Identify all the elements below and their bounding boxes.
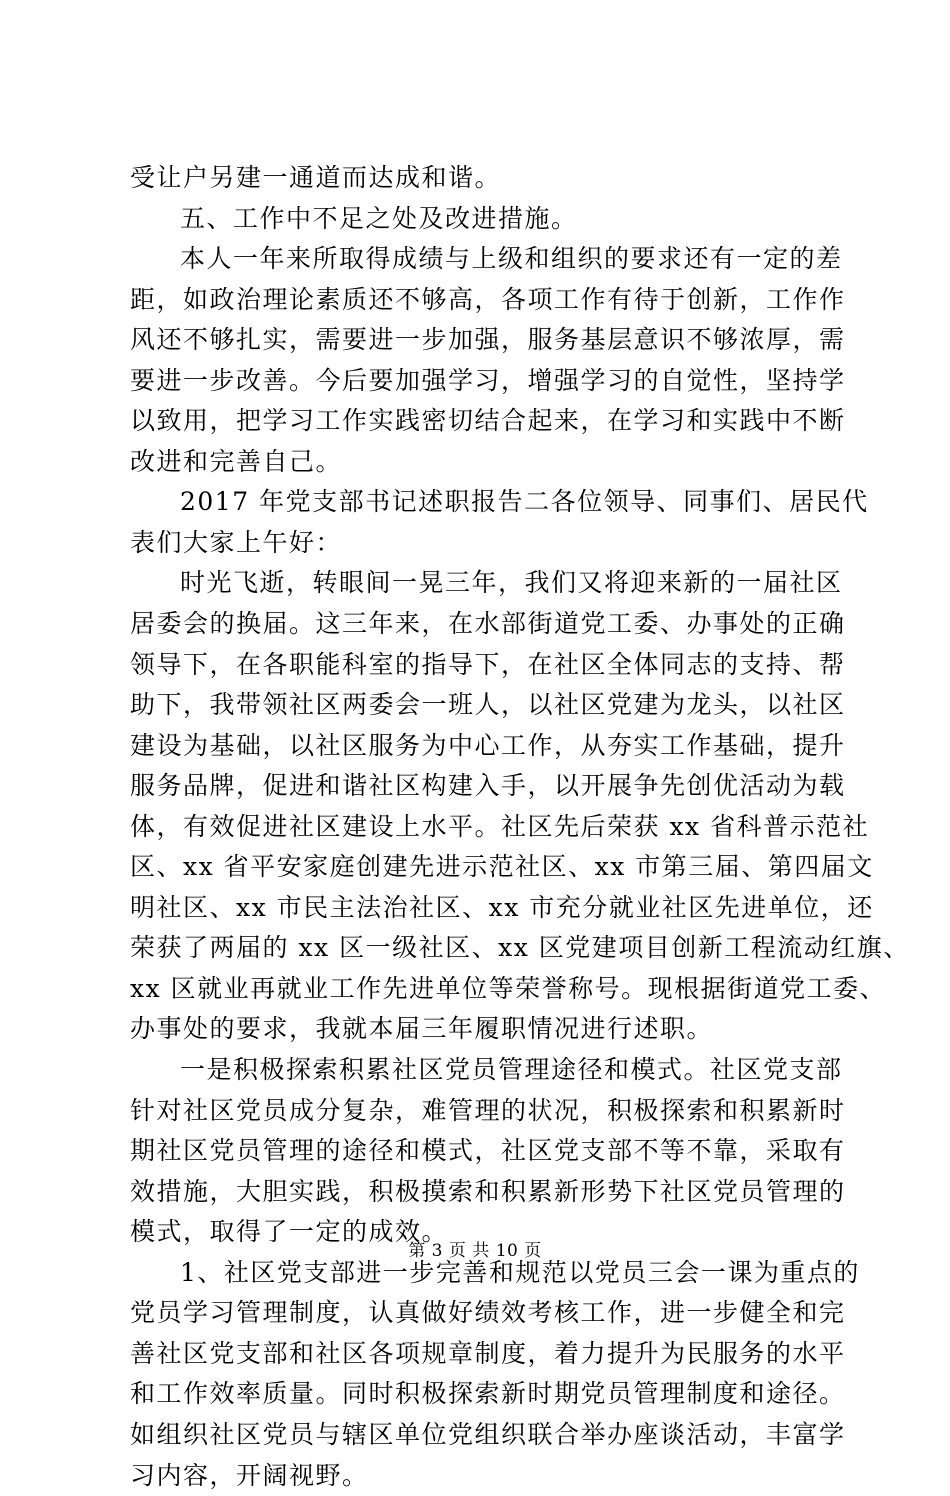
text-line: 明社区、xx 市民主法治社区、xx 市充分就业社区先进单位，还 xyxy=(130,888,830,929)
text-line: 党员学习管理制度，认真做好绩效考核工作，进一步健全和完 xyxy=(130,1293,830,1334)
text-line: 如组织社区党员与辖区单位党组织联合举办座谈活动，丰富学 xyxy=(130,1415,830,1456)
text-line: 以致用，把学习工作实践密切结合起来，在学习和实践中不断 xyxy=(130,401,830,442)
text-line: 善社区党支部和社区各项规章制度，着力提升为民服务的水平 xyxy=(130,1334,830,1375)
text-line: 领导下，在各职能科室的指导下，在社区全体同志的支持、帮 xyxy=(130,645,830,686)
text-line: 本人一年来所取得成绩与上级和组织的要求还有一定的差 xyxy=(130,239,830,280)
text-line: 助下，我带领社区两委会一班人，以社区党建为龙头，以社区 xyxy=(130,685,830,726)
text-line: 距，如政治理论素质还不够高，各项工作有待于创新，工作作 xyxy=(130,280,830,321)
text-line: 受让户另建一通道而达成和谐。 xyxy=(130,158,830,199)
text-line: 表们大家上午好： xyxy=(130,523,830,564)
text-line: xx 区就业再就业工作先进单位等荣誉称号。现根据街道党工委、 xyxy=(130,969,830,1010)
text-line: 风还不够扎实，需要进一步加强，服务基层意识不够浓厚，需 xyxy=(130,320,830,361)
text-line: 习内容，开阔视野。 xyxy=(130,1456,830,1496)
text-line: 效措施，大胆实践，积极摸索和积累新形势下社区党员管理的 xyxy=(130,1172,830,1213)
text-line: 一是积极探索积累社区党员管理途径和模式。社区党支部 xyxy=(130,1050,830,1091)
text-line: 2017 年党支部书记述职报告二各位领导、同事们、居民代 xyxy=(130,482,830,523)
text-line: 期社区党员管理的途径和模式，社区党支部不等不靠，采取有 xyxy=(130,1131,830,1172)
text-line: 建设为基础，以社区服务为中心工作，从夯实工作基础，提升 xyxy=(130,726,830,767)
text-line: 改进和完善自己。 xyxy=(130,442,830,483)
text-line: 五、工作中不足之处及改进措施。 xyxy=(130,199,830,240)
text-line: 办事处的要求，我就本届三年履职情况进行述职。 xyxy=(130,1009,830,1050)
text-line: 模式，取得了一定的成效。 xyxy=(130,1212,830,1253)
text-line: 服务品牌，促进和谐社区构建入手，以开展争先创优活动为载 xyxy=(130,766,830,807)
text-line: 体，有效促进社区建设上水平。社区先后荣获 xx 省科普示范社 xyxy=(130,807,830,848)
text-line: 1、社区党支部进一步完善和规范以党员三会一课为重点的 xyxy=(130,1253,830,1294)
text-line: 要进一步改善。今后要加强学习，增强学习的自觉性，坚持学 xyxy=(130,361,830,402)
text-line: 居委会的换届。这三年来，在水部街道党工委、办事处的正确 xyxy=(130,604,830,645)
text-line: 针对社区党员成分复杂，难管理的状况，积极探索和积累新时 xyxy=(130,1091,830,1132)
text-line: 和工作效率质量。同时积极探索新时期党员管理制度和途径。 xyxy=(130,1374,830,1415)
text-line: 荣获了两届的 xx 区一级社区、xx 区党建项目创新工程流动红旗、 xyxy=(130,928,830,969)
document-body xyxy=(130,158,830,1496)
text-line: 时光飞逝，转眼间一晃三年，我们又将迎来新的一届社区 xyxy=(130,563,830,604)
text-line: 区、xx 省平安家庭创建先进示范社区、xx 市第三届、第四届文 xyxy=(130,847,830,888)
page-footer: 第 3 页 共 10 页 xyxy=(0,1236,950,1261)
